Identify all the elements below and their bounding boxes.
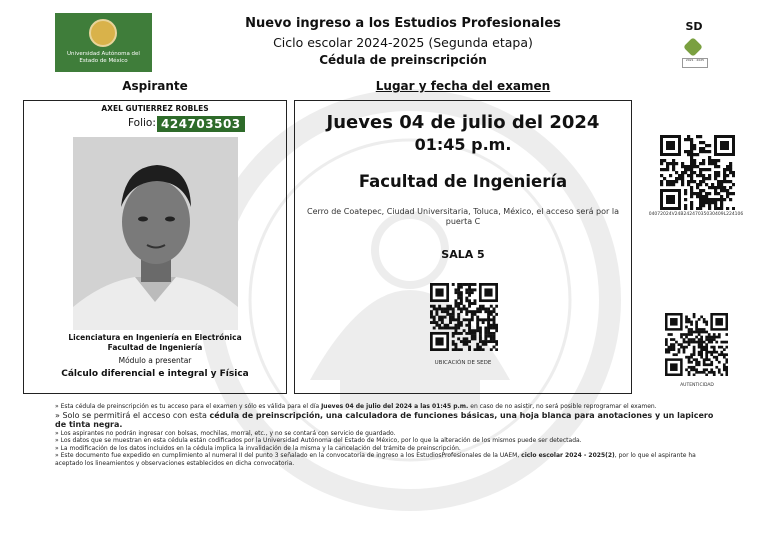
exam-address: Cerro de Coatepec, Ciudad Universitaria, Toluca, México, el acceso será por la puerta C <box>307 207 619 226</box>
sd-label: SD <box>685 20 703 33</box>
module-value: Cálculo diferencial e integral y Física <box>61 369 249 379</box>
section-exam: Lugar y fecha del examen <box>375 79 551 93</box>
validation-qr-code <box>660 135 735 210</box>
sd-mark: 2021 · 2025 <box>682 58 708 68</box>
exam-room: SALA 5 <box>441 248 485 261</box>
location-qr-code[interactable] <box>430 283 498 351</box>
career-name: Licenciatura en Ingeniería en Electrónica <box>68 333 242 342</box>
validation-code: 04072024V24B24247035030409L224106 <box>648 212 744 217</box>
note-5: » La modificación de los datos incluidos en la cédula implica la invalidación de la misma y la cancelación del trámite de preinscripción. <box>55 444 461 452</box>
section-applicant: Aspirante <box>122 79 188 93</box>
document-title: Cédula de preinscripción <box>319 53 487 67</box>
note-3: » Los aspirantes no podrán ingresar con bolsas, mochilas, morral, etc., y no se contará con servicio de guardado. <box>55 429 396 437</box>
module-label: Módulo a presentar <box>118 356 192 365</box>
note-4: » Los datos que se muestran en esta cédula están codificados por la Universidad Autónoma del Estado de México, por lo que la alteración de los mismos puede ser detectada. <box>55 437 582 445</box>
note-1: » Esta cédula de preinscripción es tu acceso para el examen y sólo es válida para el día Jueves 04 de julio del 2024 a las 01:45 p.m. en caso de no asistir, no será posible reprogramar el examen. <box>55 403 657 410</box>
exam-place: Facultad de Ingeniería <box>358 172 568 191</box>
applicant-name: AXEL GUTIERREZ ROBLES <box>101 104 209 113</box>
location-qr-caption: UBICACIÓN DE SEDE <box>434 360 492 366</box>
logo-text: Universidad Autónoma del Estado de México <box>67 51 140 64</box>
authenticity-label: AUTENTICIDAD <box>680 383 714 388</box>
applicant-faculty: Facultad de Ingeniería <box>107 343 203 352</box>
note-6: » Este documento fue expedido en cumplimiento al numeral II del punto 3 señalado en la convocatoria de ingreso a los EstudiosProfesionales de la UAEM, ciclo escolar 2024 - 2025(2), por lo que el aspirante ha aceptado los lineamientos y observaciones establecidos en dicha convocatoria. <box>55 452 696 467</box>
seal-icon <box>89 19 117 47</box>
cycle-subtitle: Ciclo escolar 2024-2025 (Segunda etapa) <box>273 35 533 50</box>
exam-time: 01:45 p.m. <box>414 135 512 154</box>
instructions-list <box>55 403 717 468</box>
sd-emblem-icon <box>683 37 703 57</box>
note-2: » Solo se permitirá el acceso con esta cédula de preinscripción, una calculadora de funciones básicas, una hoja blanca para anotaciones y un lapicero de tinta negra. <box>55 410 714 430</box>
person-photo-icon <box>73 137 238 330</box>
university-logo <box>55 13 152 72</box>
page-title: Nuevo ingreso a los Estudios Profesionales <box>245 16 561 31</box>
folio-label: Folio: <box>128 117 156 129</box>
authenticity-qr-code <box>665 313 728 376</box>
applicant-photo <box>73 137 238 330</box>
folio-value: 424703503 <box>157 116 245 132</box>
exam-date: Jueves 04 de julio del 2024 <box>326 112 600 133</box>
